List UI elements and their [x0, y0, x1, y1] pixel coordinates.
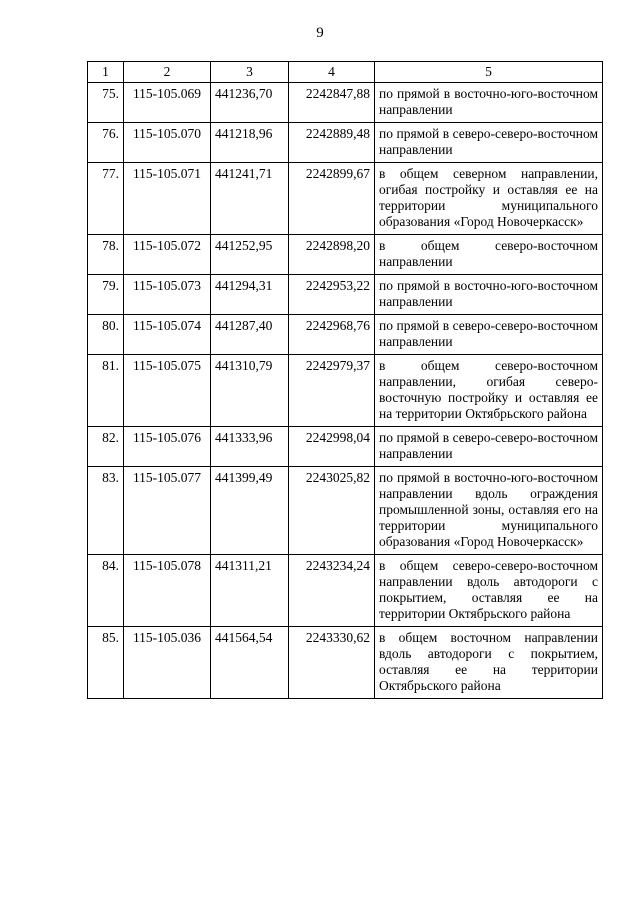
table-header-row [88, 62, 603, 83]
boundary-description: в общем северном направлении, огибая постройку и оставляя ее на территории муниципального образования «Город Новочеркасск» [375, 163, 603, 235]
point-code: 115-105.036 [124, 627, 211, 699]
boundary-description: в общем северо-восточном направлении, огибая северо-восточную постройку и оставляя ее на территории Октябрьского района [375, 355, 603, 427]
column-header-3: 3 [211, 62, 289, 83]
point-code: 115-105.069 [124, 83, 211, 123]
boundary-description: по прямой в восточно-юго-восточном направлении [375, 275, 603, 315]
coordinate-x: 441218,96 [211, 123, 289, 163]
point-code: 115-105.076 [124, 427, 211, 467]
boundary-points-table [87, 61, 603, 699]
table-row [88, 275, 603, 315]
boundary-description: в общем северо-северо-восточном направлении вдоль автодороги с покрытием, оставляя ее на территории Октябрьского района [375, 555, 603, 627]
row-number: 81. [88, 355, 124, 427]
row-number: 82. [88, 427, 124, 467]
point-code: 115-105.077 [124, 467, 211, 555]
boundary-description: по прямой в восточно-юго-восточном направлении вдоль ограждения промышленной зоны, оставляя его на территории муниципального образования «Город Новочеркасск» [375, 467, 603, 555]
row-number: 85. [88, 627, 124, 699]
table-row [88, 555, 603, 627]
coordinate-y: 2242998,04 [289, 427, 375, 467]
coordinate-x: 441252,95 [211, 235, 289, 275]
row-number: 77. [88, 163, 124, 235]
table-row [88, 235, 603, 275]
coordinate-x: 441310,79 [211, 355, 289, 427]
coordinate-x: 441241,71 [211, 163, 289, 235]
table-row [88, 163, 603, 235]
row-number: 76. [88, 123, 124, 163]
coordinate-y: 2242847,88 [289, 83, 375, 123]
row-number: 75. [88, 83, 124, 123]
coordinate-x: 441311,21 [211, 555, 289, 627]
point-code: 115-105.070 [124, 123, 211, 163]
row-number: 84. [88, 555, 124, 627]
coordinate-y: 2243234,24 [289, 555, 375, 627]
table-row [88, 467, 603, 555]
point-code: 115-105.078 [124, 555, 211, 627]
table-row [88, 355, 603, 427]
coordinate-y: 2242953,22 [289, 275, 375, 315]
column-header-1: 1 [88, 62, 124, 83]
table-row [88, 427, 603, 467]
column-header-2: 2 [124, 62, 211, 83]
boundary-description: по прямой в северо-северо-восточном направлении [375, 315, 603, 355]
boundary-description: по прямой в северо-северо-восточном направлении [375, 123, 603, 163]
coordinate-y: 2242898,20 [289, 235, 375, 275]
point-code: 115-105.071 [124, 163, 211, 235]
row-number: 80. [88, 315, 124, 355]
boundary-description: по прямой в северо-северо-восточном направлении [375, 427, 603, 467]
coordinate-y: 2243025,82 [289, 467, 375, 555]
boundary-description: в общем северо-восточном направлении [375, 235, 603, 275]
coordinate-y: 2242899,67 [289, 163, 375, 235]
table-row [88, 315, 603, 355]
coordinate-y: 2243330,62 [289, 627, 375, 699]
table-row [88, 627, 603, 699]
row-number: 78. [88, 235, 124, 275]
column-header-5: 5 [375, 62, 603, 83]
coordinate-x: 441294,31 [211, 275, 289, 315]
coordinate-x: 441333,96 [211, 427, 289, 467]
coordinate-x: 441287,40 [211, 315, 289, 355]
row-number: 79. [88, 275, 124, 315]
table-row [88, 83, 603, 123]
coordinate-x: 441564,54 [211, 627, 289, 699]
table-row [88, 123, 603, 163]
point-code: 115-105.073 [124, 275, 211, 315]
coordinate-y: 2242889,48 [289, 123, 375, 163]
page-number: 9 [316, 25, 324, 41]
coordinate-y: 2242968,76 [289, 315, 375, 355]
column-header-4: 4 [289, 62, 375, 83]
point-code: 115-105.075 [124, 355, 211, 427]
boundary-description: по прямой в восточно-юго-восточном направлении [375, 83, 603, 123]
coordinate-x: 441399,49 [211, 467, 289, 555]
boundary-description: в общем восточном направлении вдоль автодороги с покрытием, оставляя ее на территории Октябрьского района [375, 627, 603, 699]
point-code: 115-105.074 [124, 315, 211, 355]
coordinate-x: 441236,70 [211, 83, 289, 123]
coordinate-y: 2242979,37 [289, 355, 375, 427]
point-code: 115-105.072 [124, 235, 211, 275]
row-number: 83. [88, 467, 124, 555]
